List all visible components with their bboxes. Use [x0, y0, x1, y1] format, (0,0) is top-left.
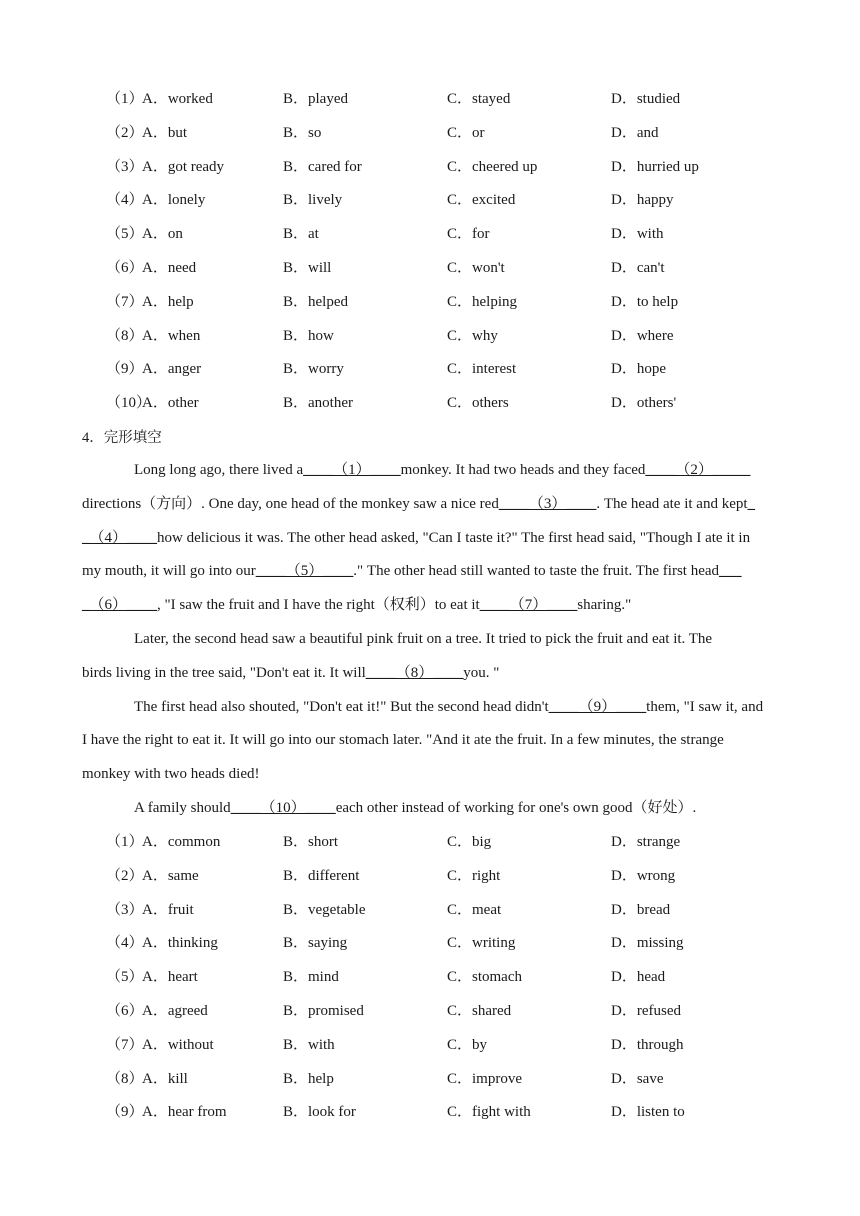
passage-text: directions（方向）. One day, one head of the monkey saw a nice red: [82, 495, 499, 512]
option-number: （8）: [106, 327, 144, 344]
option-c: C．meat: [447, 901, 502, 918]
option-row: [0, 184, 860, 218]
option-b: B．played: [283, 91, 348, 107]
passage-line: [82, 724, 782, 758]
option-b: B．will: [283, 259, 332, 276]
option-a: A．heart: [142, 969, 198, 986]
option-a: A．but: [142, 124, 188, 141]
option-a: A．need: [142, 259, 197, 276]
option-b: B．lively: [283, 192, 343, 209]
passage-line: [82, 623, 782, 657]
option-d: D．bread: [611, 901, 671, 918]
passage-text: . The head ate it and kept: [596, 495, 748, 512]
option-number: （3）: [106, 901, 144, 918]
option-b: B．look for: [283, 1104, 356, 1121]
option-b: B．mind: [283, 969, 339, 986]
option-b: B．so: [283, 124, 322, 141]
passage-line: [82, 691, 782, 725]
question-4-options: [0, 826, 860, 1130]
section-4-title: 4．完形填空: [82, 430, 162, 446]
option-d: D．wrong: [611, 867, 676, 884]
passage-text: them, "I saw it, and: [646, 698, 764, 715]
passage-text: Long long ago, there lived a: [134, 462, 304, 478]
option-b: B．with: [283, 1036, 335, 1053]
option-row: [0, 252, 860, 286]
option-b: B．helped: [283, 293, 348, 310]
option-b: B．another: [283, 395, 353, 412]
passage-text: Later, the second head saw a beautiful pink fruit on a tree. It tried to pick the fruit and eat it. The: [134, 630, 713, 647]
passage-text: monkey. It had two heads and they faced: [400, 462, 646, 478]
passage-text: monkey with two heads died!: [82, 766, 260, 783]
option-d: D．studied: [611, 91, 681, 107]
option-a: A．thinking: [142, 935, 218, 952]
option-row: [0, 117, 860, 151]
option-a: A．worked: [142, 91, 213, 107]
passage-text: The first head also shouted, "Don't eat it!" But the second head didn't: [134, 698, 549, 715]
option-number: （7）: [106, 293, 144, 310]
passage-line: [82, 657, 782, 691]
option-d: D．listen to: [611, 1104, 685, 1121]
passage-text: birds living in the tree said, "Don't eat it. It will: [82, 664, 366, 681]
option-number: （7）: [106, 1036, 144, 1053]
option-c: C．cheered up: [447, 158, 538, 175]
passage-text: , "I saw the fruit and I have the right（权利）to eat it: [157, 597, 480, 614]
option-d: D．can't: [611, 259, 665, 276]
option-row: [0, 995, 860, 1029]
option-row: [0, 927, 860, 961]
option-c: C．right: [447, 867, 501, 884]
option-b: B．saying: [283, 935, 348, 952]
option-d: D．strange: [611, 834, 681, 850]
option-c: C．excited: [447, 192, 516, 209]
blank-5: ____（5）____: [255, 563, 354, 580]
passage-line: [82, 758, 782, 792]
option-number: （9）: [106, 1104, 144, 1121]
blank-1: ____（1）____: [303, 462, 401, 478]
option-a: A．lonely: [142, 192, 206, 209]
option-row: [0, 353, 860, 387]
question-3-options: [0, 83, 860, 421]
option-c: C．writing: [447, 935, 516, 952]
option-c: C．big: [447, 834, 492, 850]
blank-6-start: ___: [719, 563, 742, 580]
option-row: [0, 387, 860, 421]
option-d: D．refused: [611, 1002, 681, 1019]
option-a: A．common: [142, 834, 221, 850]
option-c: C．stomach: [447, 969, 522, 986]
option-a: A．help: [142, 293, 194, 310]
option-a: A．other: [142, 395, 199, 412]
option-c: C．or: [447, 124, 485, 141]
option-c: C．shared: [447, 1002, 512, 1019]
passage-text: my mouth, it will go into our: [82, 563, 256, 580]
blank-2: ____（2）_____: [645, 462, 751, 478]
option-d: D．save: [611, 1070, 664, 1087]
option-d: D．hurried up: [611, 158, 699, 175]
blank-10: ____（10）____: [230, 799, 336, 816]
passage-text: how delicious it was. The other head asked, "Can I taste it?" The first head said, "Though I ate it in: [157, 529, 751, 546]
option-a: A．fruit: [142, 901, 194, 918]
option-d: D．and: [611, 124, 659, 141]
passage-text: A family should: [134, 799, 231, 816]
option-c: C．interest: [447, 361, 517, 378]
option-row: [0, 286, 860, 320]
passage-text: ." The other head still wanted to taste the fruit. The first head: [353, 563, 720, 580]
passage-line: [82, 522, 782, 556]
option-number: （1）: [106, 91, 144, 107]
option-b: B．different: [283, 867, 360, 884]
option-a: A．agreed: [142, 1002, 208, 1019]
option-number: （9）: [106, 361, 144, 378]
passage-line: [82, 454, 782, 488]
option-d: D．head: [611, 969, 666, 986]
option-c: C．stayed: [447, 91, 511, 107]
option-a: A．hear from: [142, 1104, 227, 1121]
option-d: D．missing: [611, 935, 684, 952]
option-number: （8）: [106, 1070, 144, 1087]
option-c: C．won't: [447, 259, 505, 276]
option-number: （4）: [106, 935, 144, 952]
passage-text: each other instead of working for one's own good（好处）.: [335, 799, 697, 816]
option-b: B．short: [283, 834, 339, 850]
option-c: C．by: [447, 1036, 488, 1053]
option-d: D．others': [611, 395, 677, 412]
option-b: B．promised: [283, 1002, 364, 1019]
option-row: [0, 218, 860, 252]
option-b: B．worry: [283, 361, 344, 378]
passage-text: sharing.": [577, 597, 632, 614]
option-c: C．fight with: [447, 1104, 531, 1121]
passage-line: [82, 792, 782, 826]
option-c: C．for: [447, 226, 490, 243]
option-row: [0, 320, 860, 354]
option-number: （5）: [106, 969, 144, 986]
cloze-passage: [82, 454, 782, 826]
option-a: A．anger: [142, 361, 202, 378]
option-d: D．to help: [611, 293, 679, 310]
option-d: D．with: [611, 226, 664, 243]
option-b: B．how: [283, 327, 334, 344]
option-row: [0, 1029, 860, 1063]
option-c: C．others: [447, 395, 509, 412]
option-a: A．without: [142, 1036, 214, 1053]
option-number: （5）: [106, 226, 144, 243]
blank-7: ____（7）____: [479, 597, 578, 614]
option-number: （3）: [106, 158, 144, 175]
blank-3: ____（3）____: [498, 495, 597, 512]
option-row: [0, 1096, 860, 1130]
option-row: [0, 961, 860, 995]
option-d: D．happy: [611, 192, 674, 209]
option-number: （2）: [106, 867, 144, 884]
option-a: A．on: [142, 226, 183, 243]
option-c: C．improve: [447, 1070, 522, 1087]
blank-8: ____（8）____: [365, 664, 464, 681]
option-number: （2）: [106, 124, 144, 141]
option-c: C．helping: [447, 293, 517, 310]
option-number: （4）: [106, 192, 144, 209]
option-number: （6）: [106, 259, 144, 276]
option-number: （6）: [106, 1002, 144, 1019]
blank-9: ____（9）____: [548, 698, 647, 715]
passage-line: [82, 555, 782, 589]
option-d: D．through: [611, 1036, 684, 1053]
option-a: A．kill: [142, 1070, 188, 1087]
passage-text: you. ": [463, 664, 500, 681]
blank-4-start: _: [747, 495, 756, 512]
option-b: B．cared for: [283, 158, 362, 175]
option-b: B．at: [283, 226, 319, 243]
passage-line: [82, 589, 782, 623]
option-number: （1）: [106, 834, 144, 850]
option-row: [0, 1063, 860, 1097]
option-b: B．help: [283, 1070, 334, 1087]
option-row: [0, 151, 860, 185]
option-a: A．same: [142, 867, 199, 884]
option-row: [0, 83, 860, 117]
passage-line: [82, 488, 782, 522]
option-b: B．vegetable: [283, 901, 366, 918]
option-number: （10）: [106, 395, 152, 412]
option-d: D．hope: [611, 361, 666, 378]
option-c: C．why: [447, 327, 498, 344]
blank-4: _（4）____: [82, 529, 158, 546]
option-row: [0, 826, 860, 860]
option-row: [0, 860, 860, 894]
option-a: A．when: [142, 327, 201, 344]
option-row: [0, 894, 860, 928]
blank-6: _（6）____: [82, 597, 158, 614]
option-a: A．got ready: [142, 158, 225, 175]
passage-text: I have the right to eat it. It will go into our stomach later. "And it ate the fruit. In a few minutes, the strange: [82, 732, 724, 749]
option-d: D．where: [611, 327, 674, 344]
